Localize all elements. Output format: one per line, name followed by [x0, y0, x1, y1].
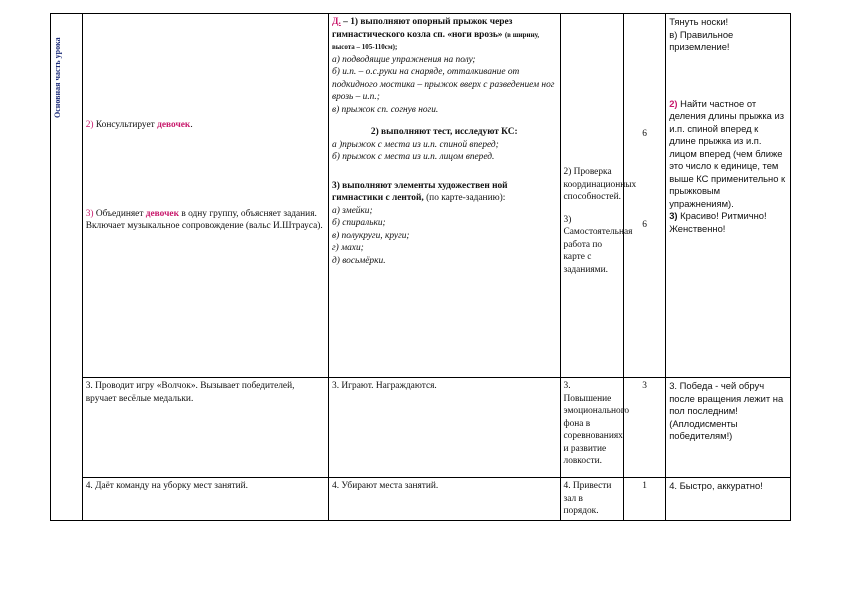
ribbon-line-b: б) спиральки;	[332, 218, 386, 228]
task-cell	[560, 14, 637, 378]
table-row-main	[51, 14, 791, 378]
teacher-item-3: 3) Объединяет девочек в одну группу, объясняет задания. Включает музыкальное сопровождение (вальс И.Штрауса).	[85, 208, 323, 231]
ribbon-line-c: в) полукруги, круги;	[332, 230, 410, 241]
side-label-cell	[51, 14, 83, 521]
ribbon-line-a: а) змейки;	[332, 205, 373, 216]
task-game-cell: 3. Повышение эмоционального фона в соревнованиях и развитие ловкости.	[560, 378, 623, 478]
test-line-a: а )прыжок с места из и.п. спиной вперед;	[332, 139, 499, 150]
lesson-plan-table	[50, 13, 791, 521]
minutes-cleanup-cell: 1	[623, 478, 665, 521]
task-3: 3) Самостоятельная работа по карте с заданиями.	[563, 214, 633, 275]
vault-line-a: а) подводящие упражнения на полу;	[332, 54, 476, 65]
note-2: в) Правильное приземление!	[669, 28, 734, 52]
notes-game-cell: 3. Победа - чей обруч после вращения лежит на пол последним! (Аплодисменты победителям!)	[666, 378, 791, 478]
test-heading: 2) выполняют тест, исследуют КС:	[370, 127, 518, 137]
notes-cell	[666, 14, 791, 378]
minutes-1: 6	[642, 129, 647, 139]
table-row-cleanup	[51, 478, 791, 521]
note-1: Тянуть носки!	[669, 16, 729, 27]
notes-cleanup-cell: 4. Быстро, аккуратно!	[666, 478, 791, 521]
minutes-cell	[623, 14, 665, 378]
vault-heading: Д. – 1) выполняют опорный прыжок через гимнастического козла сп. «ноги врозь» (в ширину, высота – 105-110см);	[332, 17, 540, 51]
minutes-2: 6	[642, 219, 647, 230]
vault-line-c: в) прыжок сп. согнув ноги.	[332, 104, 439, 115]
table-row-game	[51, 378, 791, 478]
teacher-item-2: 2) Консультирует девочек.	[85, 120, 193, 130]
task-cleanup-cell: 4. Привести зал в порядок.	[560, 478, 623, 521]
task-2: 2) Проверка координационных способностей.	[563, 167, 637, 202]
teacher-cleanup-cell: 4. Даёт команду на уборку мест занятий.	[82, 478, 328, 521]
note-3: 2) Найти частное от деления длины прыжка из и.п. спиной вперед к длине прыжка из и.п. лицом вперед (чем ближе это число к единице, тем выше КС применительно к прыжковым упражнениям).	[669, 97, 786, 209]
student-game-cell: 3. Играют. Награждаются.	[329, 378, 561, 478]
student-activity-cell	[329, 14, 561, 378]
student-cleanup-cell: 4. Убирают места занятий.	[329, 478, 561, 521]
vault-line-b: б) и.п. – о.с.руки на снаряде, отталкивание от подкидного мостика – прыжок вверх с разведением ног врозь – и.п.;	[332, 67, 555, 102]
ribbon-line-d: г) махи;	[332, 243, 364, 253]
test-line-b: б) прыжок с места из и.п. лицом вперед.	[332, 152, 495, 162]
minutes-game-cell: 3	[623, 378, 665, 478]
note-4: 3) Красиво! Ритмично! Женственно!	[669, 210, 767, 234]
teacher-activity-cell	[82, 14, 328, 378]
side-label: Основная часть урока	[53, 37, 62, 118]
ribbon-heading: 3) выполняют элементы художествен ной гимнастики с лентой, (по карте-заданию):	[332, 180, 508, 203]
ribbon-line-e: д) восьмёрки.	[332, 255, 386, 266]
teacher-game-cell: 3. Проводит игру «Волчок». Вызывает победителей, вручает весёлые медальки.	[82, 378, 328, 478]
